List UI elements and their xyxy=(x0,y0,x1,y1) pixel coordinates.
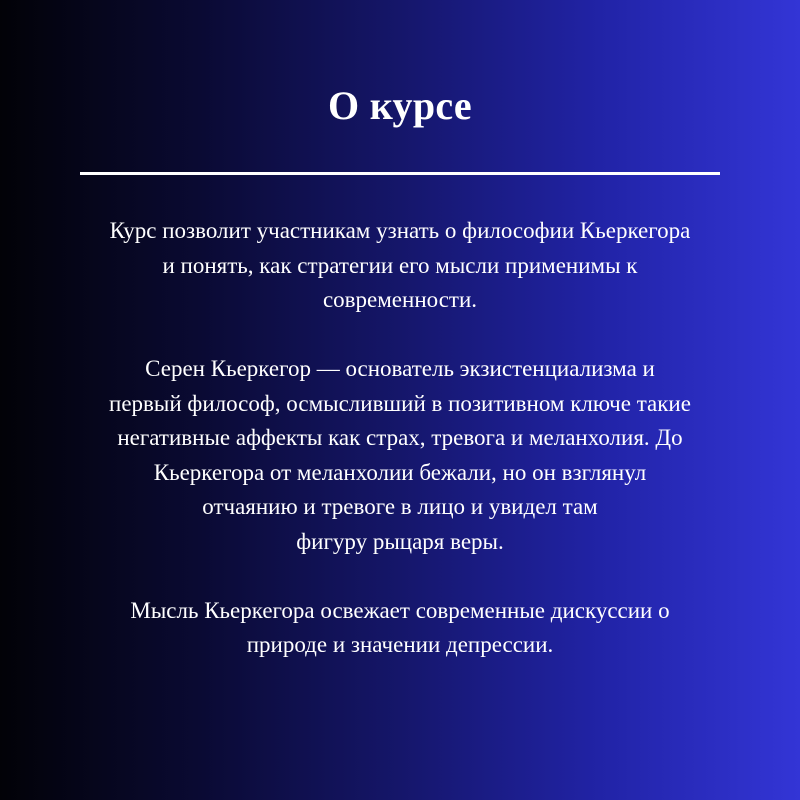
text-line: природе и значении депрессии. xyxy=(246,632,554,657)
paragraph-conclusion xyxy=(60,594,740,663)
text-line: отчаянию и тревоге в лицо и увидел там xyxy=(202,494,598,519)
divider xyxy=(80,172,720,175)
text-line: Курс позволит участникам узнать о философии Кьеркегора xyxy=(109,218,691,243)
text-line: первый философ, осмысливший в позитивном ключе такие xyxy=(109,390,691,416)
body-text xyxy=(60,214,740,663)
text-line: Мысль Кьеркегора освежает современные дискуссии о xyxy=(130,597,670,623)
text-line: негативные аффекты как страх, тревога и меланхолия. До xyxy=(117,425,683,450)
text-line: и понять, как стратегии его мысли применимы к xyxy=(162,252,638,278)
page-title: О курсе xyxy=(328,83,472,128)
paragraph-about-kierkegaard xyxy=(60,352,740,559)
text-line: фигуру рыцаря веры. xyxy=(296,528,504,554)
text-line: Кьеркегора от меланхолии бежали, но он взглянул xyxy=(153,459,647,485)
text-line: современности. xyxy=(322,287,478,312)
paragraph-intro xyxy=(60,214,740,318)
text-line: Серен Кьеркегор — основатель экзистенциализма и xyxy=(145,356,655,381)
